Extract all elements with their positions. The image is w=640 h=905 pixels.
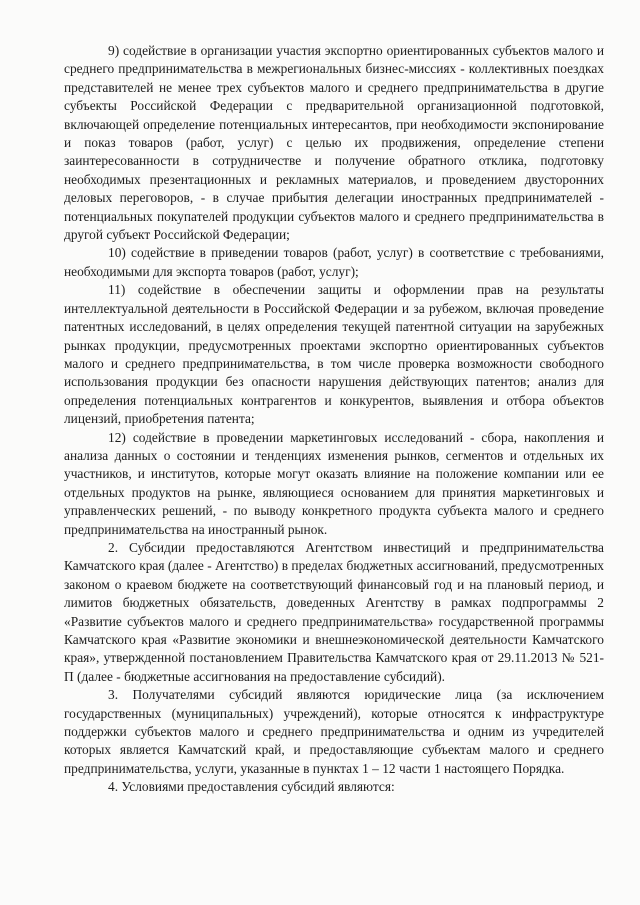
- paragraph-item-12: 12) содействие в проведении маркетинговых исследований - сбора, накопления и анализа данных о состоянии и тенденциях изменения рынков, сегментов и отдельных их участников, и институтов, которые могут оказать влияние на положение компании или ее отдельных продуктов на рынке, являющиеся основанием для принятия маркетинговых и управленческих решений, - по выводу конкретного продукта субъекта малого и среднего предпринимательства на иностранный рынок.: [64, 429, 604, 537]
- paragraph-section-4: 4. Условиями предоставления субсидий являются:: [108, 779, 395, 795]
- paragraph-section-3: 3. Получателями субсидий являются юридические лица (за исключением государственных (муниципальных) учреждений), которые относятся к инфраструктуре поддержки субъектов малого и среднего предпринимательства и одним из учредителей которых является Камчатский край, и предоставляющие субъектам малого и среднего предпринимательства, услуги, указанные в пунктах 1 – 12 части 1 настоящего Порядка.: [64, 687, 604, 776]
- paragraph-item-11: 11) содействие в обеспечении защиты и оформлении прав на результаты интеллектуальной деятельности в Российской Федерации и за рубежом, включая проведение патентных исследований, в целях определения текущей патентной ситуации на зарубежных рынках продукции, предусмотренных проектами экспортно ориентированных субъектов малого и среднего предпринимательства, в том числе проверка возможности свободного использования продукции без опасности нарушения действующих патентов; анализ для определения потенциальных контрагентов и конкурентов, выявления и отбора объектов лицензий, приобретения патента;: [64, 282, 604, 427]
- paragraph-item-10: 10) содействие в приведении товаров (работ, услуг) в соответствие с требованиями, необходимыми для экспорта товаров (работ, услуг);: [64, 245, 604, 279]
- paragraph-item-9: 9) содействие в организации участия экспортно ориентированных субъектов малого и среднего предпринимательства в межрегиональных бизнес-миссиях - коллективных поездках представителей не менее трех субъектов малого и среднего предпринимательства в другие субъекты Российской Федерации с предварительной организационной подготовкой, включающей определение потенциальных интересантов, при необходимости экспонирование и показ товаров (работ, услуг) с целью их продвижения, определение степени заинтересованности в сотрудничестве и получение обратного отклика, подготовку необходимых презентационных и рекламных материалов, и проведением двусторонних деловых переговоров, - в случае прибытия делегации иностранных предпринимателей - потенциальных покупателей продукции субъектов малого и среднего предпринимательства в другой субъект Российской Федерации;: [64, 43, 604, 243]
- paragraph-section-2: 2. Субсидии предоставляются Агентством инвестиций и предпринимательства Камчатского края (далее - Агентство) в пределах бюджетных ассигнований, предусмотренных законом о краевом бюджете на соответствующий финансовый год и на плановый период, и лимитов бюджетных обязательств, доведенных Агентству в рамках подпрограммы 2 «Развитие субъектов малого и среднего предпринимательства» государственной программы Камчатского края «Развитие экономики и внешнеэкономической деятельности Камчатского края», утвержденной постановлением Правительства Камчатского края от 29.11.2013 № 521-П (далее - бюджетные ассигнования на предоставление субсидий).: [64, 539, 604, 684]
